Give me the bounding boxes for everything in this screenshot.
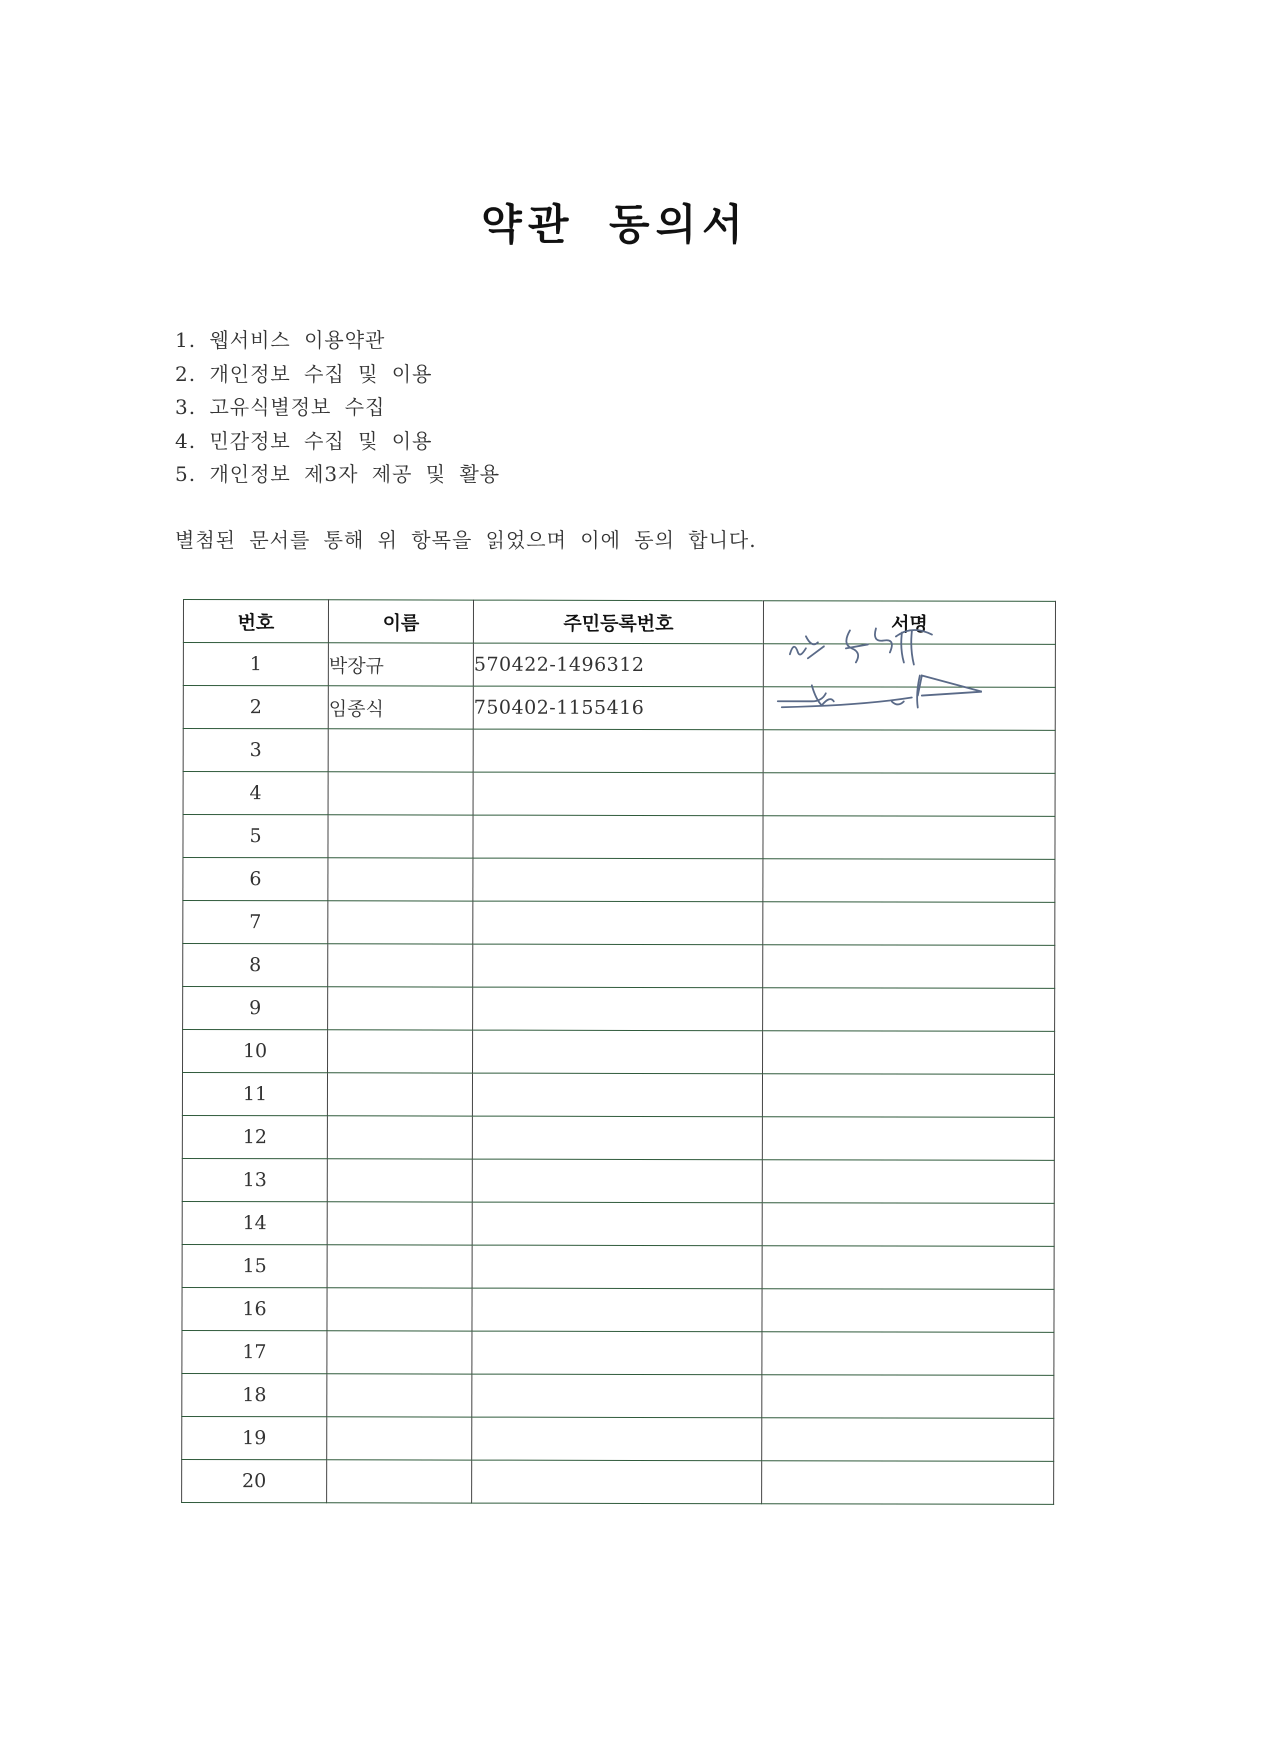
resident-number-cell xyxy=(473,987,763,1031)
row-number-cell: 14 xyxy=(182,1201,327,1244)
table-row xyxy=(183,987,1055,1032)
resident-number-cell xyxy=(472,1288,762,1332)
signature-cell xyxy=(762,1160,1054,1204)
handwritten-signature xyxy=(772,618,1002,678)
row-number-cell: 6 xyxy=(183,858,328,901)
name-cell xyxy=(327,1073,472,1116)
table-row xyxy=(182,1459,1054,1504)
consent-item: 4. 민감정보 수집 및 이용 xyxy=(175,428,433,453)
table-row xyxy=(183,944,1055,989)
name-cell xyxy=(328,987,473,1030)
table-row xyxy=(182,1416,1054,1461)
signature-stroke xyxy=(911,631,914,665)
consent-item: 5. 개인정보 제3자 제공 및 활용 xyxy=(175,462,501,486)
resident-number-cell xyxy=(472,1374,762,1418)
header-name: 이름 xyxy=(328,600,473,643)
name-cell: 박장규 xyxy=(328,643,473,686)
signature-cell xyxy=(763,859,1055,903)
signature-cell xyxy=(763,902,1055,946)
row-number-cell: 4 xyxy=(183,772,328,815)
table-row xyxy=(182,1073,1054,1118)
resident-number-cell xyxy=(473,901,763,945)
resident-number-cell xyxy=(472,1159,762,1203)
name-cell xyxy=(328,858,473,901)
header-number: 번호 xyxy=(183,600,328,643)
header-signature: 서명 xyxy=(763,601,1055,645)
row-number-cell: 20 xyxy=(182,1459,327,1502)
name-cell xyxy=(327,1202,472,1245)
name-cell xyxy=(327,1116,472,1159)
row-number-cell: 8 xyxy=(183,944,328,987)
signature-cell xyxy=(763,687,1055,731)
name-cell xyxy=(328,901,473,944)
resident-number-cell xyxy=(473,1030,763,1074)
consent-item: 1. 웹서비스 이용약관 xyxy=(175,328,386,352)
handwritten-signature xyxy=(772,671,1002,731)
signature-cell xyxy=(762,1332,1054,1376)
table-row xyxy=(183,901,1055,946)
table-row xyxy=(182,1287,1054,1332)
row-number-cell: 15 xyxy=(182,1244,327,1287)
name-cell: 임종식 xyxy=(328,686,473,729)
signature-stroke xyxy=(808,646,824,658)
table-row xyxy=(182,1244,1054,1289)
row-number-cell: 1 xyxy=(183,643,328,686)
signature-stroke xyxy=(892,701,904,704)
table-row xyxy=(183,772,1055,817)
name-cell xyxy=(327,1288,472,1331)
table-row xyxy=(183,815,1055,860)
name-cell xyxy=(327,1460,472,1503)
name-cell xyxy=(327,1374,472,1417)
signature-cell xyxy=(762,1418,1054,1462)
name-cell xyxy=(327,1159,472,1202)
signature-stroke xyxy=(875,628,892,652)
row-number-cell: 3 xyxy=(183,729,328,772)
table-row xyxy=(183,858,1055,903)
row-number-cell: 17 xyxy=(182,1330,327,1373)
row-number-cell: 11 xyxy=(182,1073,327,1116)
signature-cell xyxy=(762,1074,1054,1118)
signature-cell xyxy=(763,730,1055,774)
table-row xyxy=(183,1030,1055,1075)
table-row xyxy=(183,686,1055,731)
row-number-cell: 19 xyxy=(182,1416,327,1459)
signature-cell xyxy=(762,1246,1054,1290)
row-number-cell: 10 xyxy=(183,1030,328,1073)
signature-cell xyxy=(763,988,1055,1032)
resident-number-cell xyxy=(473,944,763,988)
consent-item: 3. 고유식별정보 수집 xyxy=(175,395,386,419)
signature-stroke xyxy=(918,676,982,696)
table-body xyxy=(182,643,1056,1505)
page-title: 약관 동의서 xyxy=(481,200,749,249)
resident-number-cell xyxy=(472,1073,762,1117)
signature-cell xyxy=(762,1117,1054,1161)
resident-number-cell xyxy=(473,729,763,773)
signature-cell xyxy=(763,816,1055,860)
signature-table xyxy=(181,599,1056,1505)
name-cell xyxy=(328,815,473,858)
resident-number-cell xyxy=(472,1460,762,1504)
consent-item-list xyxy=(175,324,500,492)
row-number-cell: 7 xyxy=(183,901,328,944)
table-row xyxy=(182,1158,1054,1203)
signature-cell xyxy=(763,773,1055,817)
table-row xyxy=(182,1373,1054,1418)
row-number-cell: 9 xyxy=(183,987,328,1030)
table-row xyxy=(182,1115,1054,1160)
row-number-cell: 16 xyxy=(182,1287,327,1330)
row-number-cell: 2 xyxy=(183,686,328,729)
name-cell xyxy=(328,729,473,772)
table-row xyxy=(182,1201,1054,1246)
signature-stroke xyxy=(806,636,818,644)
signature-cell xyxy=(763,1031,1055,1075)
consent-item: 2. 개인정보 수집 및 이용 xyxy=(175,361,433,386)
name-cell xyxy=(327,1245,472,1288)
resident-number-cell xyxy=(472,1116,762,1160)
resident-number-cell xyxy=(473,858,763,902)
table-row xyxy=(183,729,1055,774)
signature-table-container xyxy=(181,599,1055,1505)
name-cell xyxy=(328,1030,473,1073)
name-cell xyxy=(327,1331,472,1374)
name-cell xyxy=(328,772,473,815)
row-number-cell: 18 xyxy=(182,1373,327,1416)
name-cell xyxy=(327,1417,472,1460)
signature-cell xyxy=(762,1289,1054,1333)
resident-number-cell xyxy=(473,815,763,859)
signature-stroke xyxy=(790,647,806,655)
table-row xyxy=(182,1330,1054,1375)
signature-cell xyxy=(763,945,1055,989)
resident-number-cell xyxy=(472,1202,762,1246)
resident-number-cell xyxy=(472,1245,762,1289)
resident-number-cell xyxy=(472,1331,762,1375)
resident-number-cell xyxy=(472,1417,762,1461)
signature-stroke xyxy=(901,633,904,663)
signature-stroke xyxy=(812,685,834,705)
row-number-cell: 5 xyxy=(183,815,328,858)
resident-number-cell xyxy=(473,772,763,816)
resident-number-cell: 570422-1496312 xyxy=(473,643,763,687)
signature-cell xyxy=(762,1203,1054,1247)
name-cell xyxy=(328,944,473,987)
resident-number-cell: 750402-1155416 xyxy=(473,686,763,730)
signature-cell xyxy=(762,1375,1054,1419)
row-number-cell: 12 xyxy=(182,1115,327,1158)
row-number-cell: 13 xyxy=(182,1158,327,1201)
header-resident-number: 주민등록번호 xyxy=(473,600,763,644)
consent-statement: 별첨된 문서를 통해 위 항목을 읽었으며 이에 동의 합니다. xyxy=(175,528,757,552)
signature-cell xyxy=(762,1461,1054,1505)
